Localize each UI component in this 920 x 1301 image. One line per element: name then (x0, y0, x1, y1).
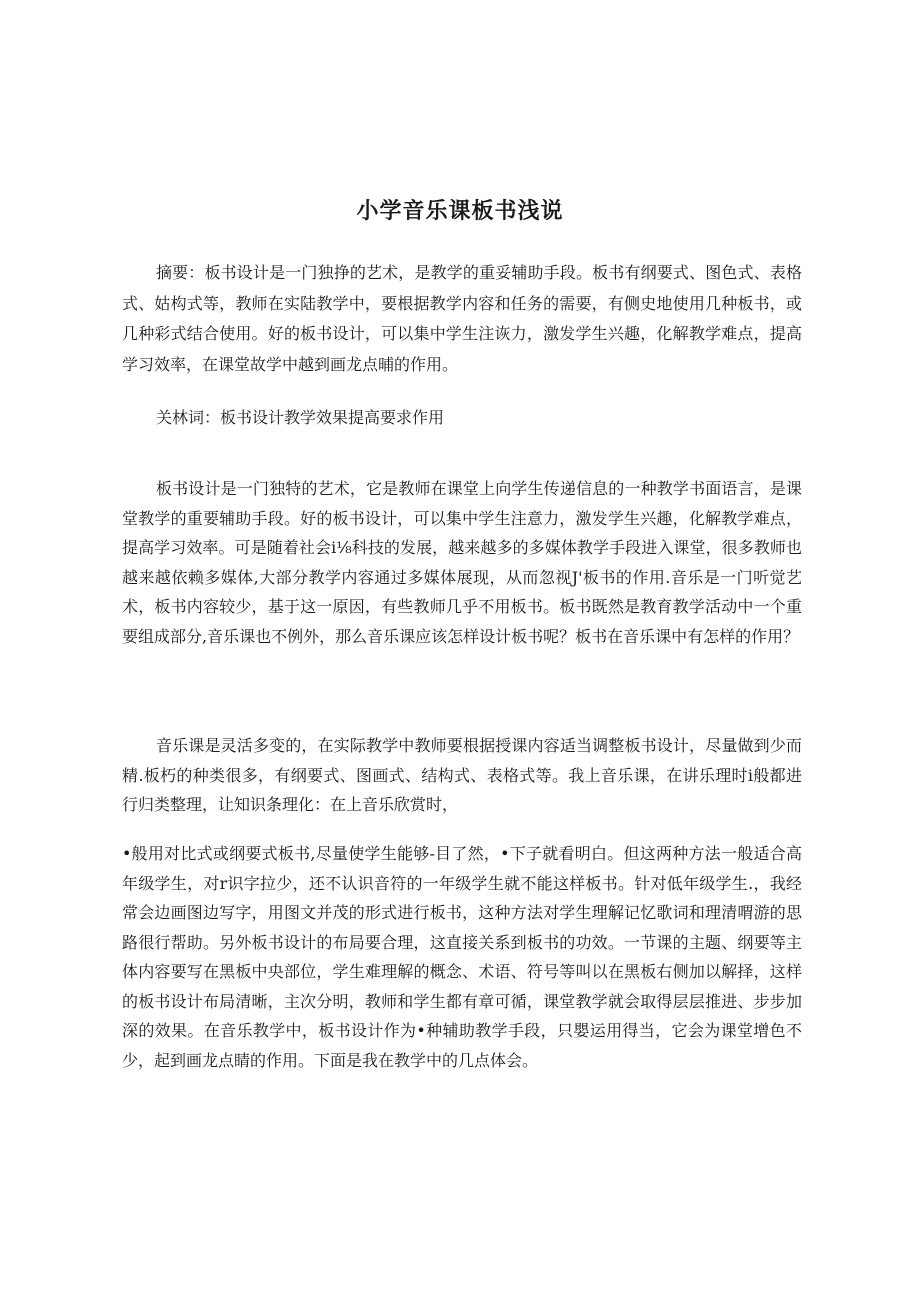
keywords-line: 关林词：板书设计教学效果提高要求作用 (156, 408, 445, 427)
body-paragraph-3: •般用对比式或纲要式板书,尽量使学生能够-目了然，•下子就看明白。但这两种方法一般适合高年级学生，对r识字拉少，还不认识音符的一年级学生就不能这样板书。针对低年级学生.，我经常会边画图边写字，用图文并茂的形式进行板书，这种方法对学生理解记忆歌词和理清喟游的思路很行帮助。另外板书设计的布局要合理，这直接关系到板书的功效。一节课的主题、纲要等主体内容要写在黑板中央部位，学生难理解的概念、术语、符号等叫以在黑板右侧加以解择，这样的板书设计布局清晰，主次分明，教师和学生都有章可循，课堂教学就会取得层层推进、步步加深的效果。在音乐教学中，板书设计作为•种辅助教学手段，只嬰运用得当，它会为课堂增色不少，起到画龙点睛的作用。下面是我在教学中的几点体会。 (122, 844, 802, 1070)
abstract-paragraph: 摘要：板书设计是一门独挣的艺术，是教学的重妥辅助手段。板书有纲要式、图色式、表格式、姑构式等，教师在实陆教学中，要根据教学内容和任务的需要，有侧史地使用几种板书，或几种彩式结合使用。好的板书设计，可以集中学生注诙力，激发学生兴趣，化解教学难点，提高学习效率，在课堂故学中越到画龙点晡的作用。 (122, 263, 802, 374)
document-title: 小学音乐课板书浅说 (356, 199, 564, 224)
body-paragraph-1: 板书设计是一门独特的艺术，它是教师在课堂上向学生传递信息的一种教学书面语言，是课堂教学的重要辅助手段。好的板书设计，可以集中学生注意力，激发学生兴趣，化解教学难点，提高学习效率。可是随着社会i⅛科技的发展，越来越多的多媒体教学手段进入课堂，很多教师也越来越依赖多媒体,大部分教学内容通过多媒体展现，从而忽视J'板书的作用.音乐是一门听觉艺术，板书内容较少，基于这一原因，有些教师几乎不用板书。板书既然是教育教学活动中一个重要组成部分,音乐课也不例外，那么音乐课应该怎样设计板书呢？板书在音乐课中有怎样的作用？ (122, 479, 802, 646)
body-paragraph-2: 音乐课是灵活多变的，在实际教学中教师要根据授课内容适当调整板书设计，尽量做到少而精.板朽的种类很多，有纲要式、图画式、结构式、表格式等。我上音乐课，在讲乐理时i般都进行归类整理，让知识条理化：在上音乐欣赏时， (122, 736, 802, 814)
